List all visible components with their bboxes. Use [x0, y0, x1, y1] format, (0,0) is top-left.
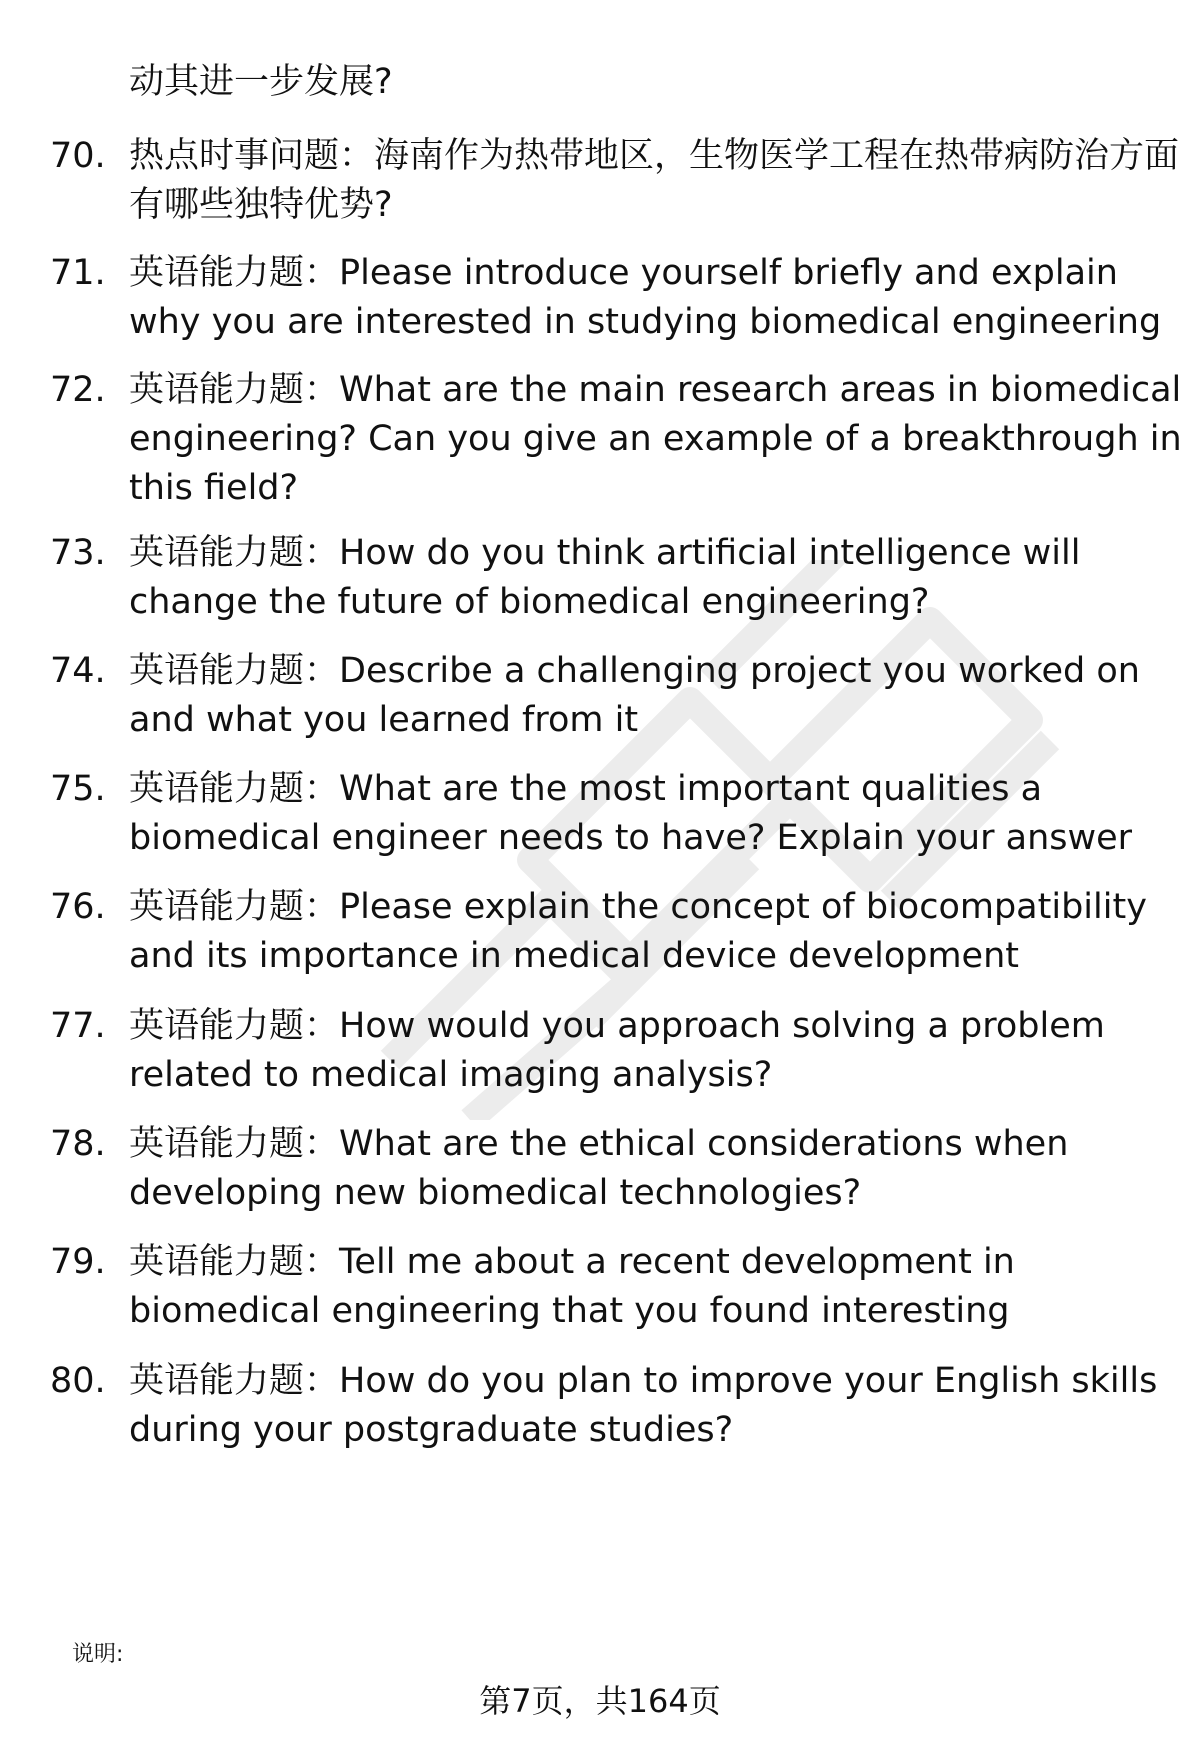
question-text: 英语能力题：Please introduce yourself briefly and explain why you are interested in studying biomedical engineering: [129, 253, 1162, 342]
question-number: 74.: [50, 651, 106, 691]
question-text: 英语能力题：How do you plan to improve your English skills during your postgraduate studies?: [129, 1361, 1158, 1450]
question-number: 72.: [50, 370, 106, 410]
question-text: 英语能力题：What are the main research areas in biomedical engineering? Can you give an example of a breakthrough in this field?: [129, 370, 1182, 508]
question-number: 79.: [50, 1242, 106, 1282]
question-number: 76.: [50, 887, 106, 927]
question-number: 77.: [50, 1006, 106, 1046]
question-text: 英语能力题：How would you approach solving a problem related to medical imaging analysis?: [129, 1006, 1105, 1095]
question-text: 英语能力题：Tell me about a recent development in biomedical engineering that you found interesting: [129, 1242, 1015, 1331]
question-number: 75.: [50, 769, 106, 809]
question-number: 73.: [50, 533, 106, 573]
continuation-line: 动其进一步发展?: [129, 62, 393, 102]
question-text: 英语能力题：What are the most important qualities a biomedical engineer needs to have? Explain your answer: [129, 769, 1133, 858]
question-number: 71.: [50, 253, 106, 293]
question-text: 英语能力题：Describe a challenging project you worked on and what you learned from it: [129, 651, 1140, 740]
question-text: 热点时事问题：海南作为热带地区，生物医学工程在热带病防治方面有哪些独特优势?: [129, 136, 1180, 225]
note-label: 说明:: [72, 1642, 124, 1667]
question-text: 英语能力题：What are the ethical considerations when developing new biomedical technologies?: [129, 1124, 1069, 1213]
question-text: 英语能力题：Please explain the concept of biocompatibility and its importance in medical device development: [129, 887, 1147, 976]
question-number: 80.: [50, 1361, 106, 1401]
question-number: 78.: [50, 1124, 106, 1164]
question-number: 70.: [50, 136, 106, 176]
question-text: 英语能力题：How do you think artificial intelligence will change the future of biomedical engineering?: [129, 533, 1081, 622]
page-footer: 第7页，共164页: [479, 1682, 721, 1720]
